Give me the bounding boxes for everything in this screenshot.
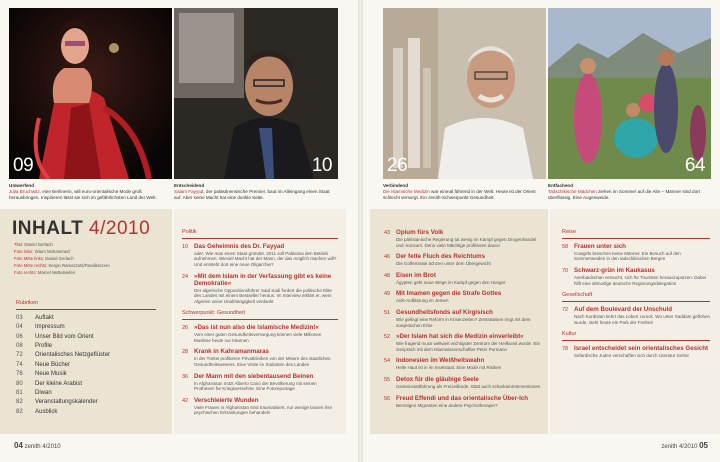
portrait-illustration [174,8,338,179]
photo-girls [548,8,711,179]
issue-label: 4/2010 [679,444,698,450]
caption-highlight: Die islamische Medizin [383,189,430,194]
rubrik-item[interactable]: 08 Profile [16,343,53,350]
rubriken-list [16,300,156,417]
caption [174,183,334,201]
toc-entry[interactable]: 52 »Der Islam hat sich die Medizin einverleibt« Wie fragend muss weltweit wichtigster Zentrum der Heilkunst wurde. Ein Gespräch mit dem Islamwissenschaftler Peter Pormann [384,333,541,352]
photo-credits [14,241,164,276]
caption [383,183,543,201]
rubrik-item[interactable]: 04 Impressum [16,324,65,331]
section-heading: Schwerpunkt: Gesundheit [182,310,245,317]
photo-page-number: 09 [13,155,34,176]
caption-text: , der palästinensische Premier, baut im Alleingang einen Staat auf. Aber seine Macht hat eine dunkle Seite. [174,189,330,200]
contents-column-4 [562,229,710,364]
rubrik-item[interactable]: 81 Diwan [16,390,52,397]
caption-title: Entscheidend [174,183,205,188]
toc-entry[interactable]: 10 Das Geheimnis des Dr. Fayyad oder: Wie man einen Staat gründet. 2011 soll Palästina den Betrieb aufnehmen. Wieviel Macht hat der Mann, der das möglich machen will? Und entsteht dort eine neue Oligarchie? [182,242,337,267]
toc-entry[interactable]: 48 Eisen im Brot Ägypten geht neue Wege im Kampf gegen den Hunger [384,271,506,285]
magazine-name: zenith [24,444,41,450]
contents-column-3 [384,229,544,413]
section-rule [182,319,338,320]
toc-entry[interactable]: 51 Gesundheitsfonds auf Kirgisisch Wie gelingt eine Reform in Krisenzeiten? Zentralasien ringt mit dem sowjetischen Erbe [384,308,531,328]
rubrik-item[interactable]: 82 Veranstaltungskalender [16,399,98,406]
caption-text: ziehen im Sommer auf die Alm – Männer sind dort überflüssig. Eine Augenweide. [548,189,700,200]
spine [358,0,363,462]
toc-entry[interactable]: 28 Krank in Kahramanmaras In der Türkei profitieren Privatkliniken von der Misere des staatlichen Gesundheitswesens. Eine Visite im Südosten des Landes [182,348,331,367]
caption [9,183,172,201]
section-rule [562,340,710,341]
photo-fashion [9,8,172,179]
toc-entry[interactable]: 78 Israel entscheidet sein orientalisches Gesicht Sefardische Juden verschaffen sich durch Literatur Gehör [562,344,709,358]
section-heading: Rubriken [16,300,39,306]
photo-doctor [383,8,546,179]
toc-entry[interactable]: 42 Verschleierte Wunden Viele Frauen in Afghanistan sind traumatisiert, nur wenige lassen ihre psychischen Erkrankungen behandeln [182,396,332,416]
toc-entry[interactable]: 72 Auf dem Boulevard der Unschuld Nach Kurdistan kehrt das Leben zurück. Wo unter Saddam geflohen wurde, steht heute ein Park der Freiheit [562,305,710,325]
caption-highlight: Tadschikische Mädchen [548,189,597,194]
rubrik-item[interactable]: 74 Neue Bücher [16,361,71,368]
credit-line: Foto Mitte rechts: Sergio Ramazzotti/Parallelozero [14,263,110,268]
section-heading: Reise [562,229,577,235]
section-heading: Gesellschaft [562,292,593,299]
contents-column-2 [182,229,338,421]
page-number: 05 [699,441,708,450]
fashion-illustration [9,8,172,179]
landscape-illustration [548,8,711,179]
rubrik-item[interactable]: 72 Orientalisches Netzgeflüster [16,352,111,359]
issue-label: 4/2010 [42,444,61,450]
caption-text: war einmal führend in der Welt. Heute ist der Orient schlecht versorgt. Ein zenith-Schwerpunkt Gesundheit. [383,189,536,200]
rubrik-item[interactable]: 80 Der kleine Arabist [16,380,83,387]
caption-title: Verbindend [383,183,409,188]
toc-entry[interactable]: 46 Der fette Fluch des Reichtums Die Golfemirate ächzen unter dem Übergewicht [384,253,491,267]
credit-line: Foto rechts: Marcel Mettelsiefen [14,270,76,275]
toc-entry[interactable]: 56 Freud Effendi und das orientalische Über-Ich Benötigen Migranten eine andere Psychotherapie? [384,394,529,408]
caption [548,183,708,201]
caption-title: Entfachend [548,183,574,188]
credit-line: Titel: Daniel Gerlach [14,242,53,247]
section-heading: Politik [182,229,197,235]
magazine-name: zenith [661,444,678,450]
section-rule [562,238,710,239]
toc-entry[interactable]: 24 »Mit dem Islam in der Verfassung gibt es keine Demokratie« Der algerische Oppositionsführer Said Sadi fordert die politische Elite des Landes mit einem Bestseller heraus. Im Interview erklärt er, wem Algerien seine Unabhängigkeit verdankt [182,272,332,304]
rubrik-item[interactable]: 06 Unser Bild vom Orient [16,333,94,340]
toc-entry[interactable]: 49 Mit Imamen gegen die Strafe Gottes Aids-Aufklärung im Jemen [384,290,502,304]
caption-highlight: Julia Bruchwitz [9,189,40,194]
masthead-title: INHALT [12,218,84,239]
photo-fayyad [174,8,338,179]
caption-highlight: Salam Fayyad [174,189,204,194]
toc-entry[interactable]: 54 Indonesien im Weißheitswahn Helle Haut ist in im Inselstaat. Eine Mode mit Risiken [384,357,502,371]
photo-page-number: 64 [684,155,705,176]
toc-entry[interactable]: 55 Detox für die gläubige Seele Gesteinstattführung als Freizeitbode. Statt auch scharkamInterventionen [384,375,541,389]
rubrik-item[interactable]: 82 Ausblick [16,408,58,415]
section-rule [16,309,156,310]
caption-text: , eine Berlinerin, will euro-orientalische Mode groß herausbringen. Inspirieren lässt sie sich im gefährlichsten Land der Welt. [9,189,157,200]
masthead-issue: 4/2010 [89,218,151,239]
section-rule [182,238,338,239]
photo-page-number: 26 [387,155,408,176]
page-number: 04 [14,441,23,450]
folio-left [14,441,61,450]
folio-right [661,441,708,450]
credit-line: Foto Mitte links: Daniel Gerlach [14,256,74,261]
section-rule [562,301,710,302]
toc-entry[interactable]: 58 Frauen unter sich Cowgirls breschen keine Männer. Ein Besuch auf den Sommerweiden in den tadschikischen Bergen [562,242,681,262]
toc-entry[interactable]: 36 Der Mann mit den siebentausend Beinen In Afghanistan nützt Alberto Cairo der Bevölkerung mit seinen Prothesen für Kriegsversehrte. Eine Fotoreportage [182,372,317,392]
photo-page-number: 10 [311,155,332,176]
toc-entry[interactable]: 70 Schwarz-grün im Kaukasus Aserbaidschan versucht, sich für Touristen herauszuputzen. Dabei hilft eine altmodige deutsche Regierungsdelegation [562,266,706,286]
credit-line: Foto links: Wiam Mohammed [14,249,70,254]
rubrik-item[interactable]: 76 Neue Musik [16,371,67,378]
contents-masthead [12,218,150,240]
caption-title: Umwerfend [9,183,35,188]
toc-entry[interactable]: 43 Opium fürs Volk Die pakistanische Regierung tut wenig im Kampf gegen Drogenhandel und -konsum. Denn viele Mächtige profitieren davon [384,229,537,248]
rubrik-item[interactable]: 03 Auftakt [16,314,54,321]
doctor-illustration [383,8,546,179]
toc-entry[interactable]: 26 »Das ist nun also die islamische Medizin!« Vom einer guten Gesundheitsversorgung können viele Millionen Muslime heute nur träumen [182,324,322,343]
section-heading: Kultur [562,331,577,338]
